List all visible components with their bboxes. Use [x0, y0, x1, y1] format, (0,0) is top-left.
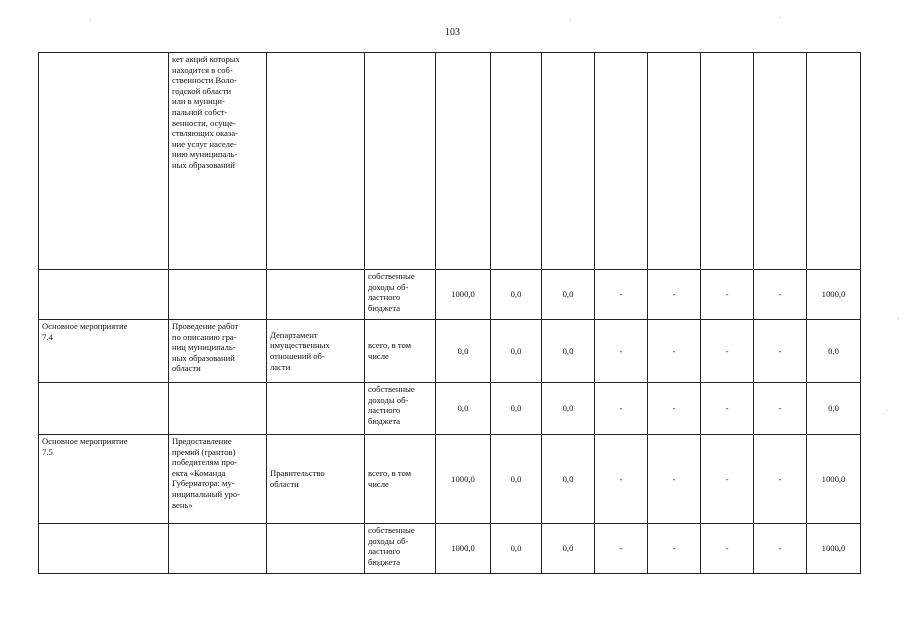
executor-cell [267, 524, 365, 574]
value-cell: - [754, 320, 807, 383]
executor-cell: Департамент имущественных отношений об- ласти [267, 320, 365, 383]
value-cell: 0,0 [436, 383, 491, 435]
executor-cell [267, 270, 365, 320]
value-cell: 1000,0 [436, 270, 491, 320]
value-cell: - [754, 383, 807, 435]
value-cell: 0,0 [542, 270, 595, 320]
value-cell: - [595, 383, 648, 435]
value-cell: - [595, 524, 648, 574]
value-cell: 0,0 [491, 524, 542, 574]
value-cell: 0,0 [491, 270, 542, 320]
scan-speck [898, 318, 899, 319]
value-cell: 0,0 [491, 383, 542, 435]
value-cell: - [595, 270, 648, 320]
value-cell: 0,0 [491, 320, 542, 383]
value-cell: 0,0 [491, 435, 542, 524]
value-cell: - [701, 524, 754, 574]
table-row [39, 383, 861, 435]
value-cell [648, 53, 701, 270]
table-row [39, 320, 861, 383]
value-cell: - [701, 270, 754, 320]
measure-cell [39, 383, 169, 435]
value-cell: 1000,0 [436, 524, 491, 574]
page-number: 103 [445, 27, 460, 38]
value-cell: 0,0 [542, 435, 595, 524]
name-cell [169, 524, 267, 574]
value-cell: - [754, 435, 807, 524]
budget-table [38, 52, 861, 574]
value-cell [701, 53, 754, 270]
table-row [39, 53, 861, 270]
value-cell: - [754, 270, 807, 320]
value-cell [595, 53, 648, 270]
value-cell: 0,0 [542, 524, 595, 574]
value-cell [436, 53, 491, 270]
measure-cell [39, 53, 169, 270]
scan-speck [886, 410, 887, 411]
value-cell [491, 53, 542, 270]
source-cell: собственные доходы об- ластного бюджета [365, 524, 436, 574]
table-row [39, 524, 861, 574]
value-cell: - [701, 320, 754, 383]
scan-speck [90, 20, 91, 21]
source-cell: всего, в том числе [365, 435, 436, 524]
name-cell: Проведение работ по описанию гра- ниц муниципаль- ных образований области [169, 320, 267, 383]
name-cell: кет акций которых находится в соб- ственности Воло- годской области или в муници- пальной собст- венности, осуще- ствляющих оказа- ние услуг населе- нию муниципаль- ных образований [169, 53, 267, 270]
value-cell: 0,0 [436, 320, 491, 383]
value-cell [754, 53, 807, 270]
name-cell: Предоставление премий (грантов) победителям про- екта «Команда Губернатора: му- ниципальный уро- вень» [169, 435, 267, 524]
value-cell: - [648, 524, 701, 574]
value-cell [807, 53, 861, 270]
value-cell: 1000,0 [807, 435, 861, 524]
source-cell: всего, в том числе [365, 320, 436, 383]
value-cell: - [648, 320, 701, 383]
value-cell: 0,0 [807, 320, 861, 383]
measure-cell [39, 270, 169, 320]
value-cell: - [701, 435, 754, 524]
value-cell: 1000,0 [807, 524, 861, 574]
value-cell: 0,0 [807, 383, 861, 435]
name-cell [169, 270, 267, 320]
value-cell [542, 53, 595, 270]
value-cell: - [595, 320, 648, 383]
value-cell: 0,0 [542, 320, 595, 383]
measure-cell: Основное мероприятие 7.4 [39, 320, 169, 383]
source-cell: собственные доходы об- ластного бюджета [365, 383, 436, 435]
table-row [39, 435, 861, 524]
source-cell [365, 53, 436, 270]
value-cell: - [648, 270, 701, 320]
measure-cell [39, 524, 169, 574]
value-cell: - [648, 435, 701, 524]
value-cell: 1000,0 [436, 435, 491, 524]
value-cell: - [595, 435, 648, 524]
scan-speck [570, 20, 571, 21]
value-cell: - [754, 524, 807, 574]
scan-speck [780, 17, 781, 18]
measure-cell: Основное мероприятие 7.5 [39, 435, 169, 524]
value-cell: - [701, 383, 754, 435]
value-cell: 1000,0 [807, 270, 861, 320]
value-cell: - [648, 383, 701, 435]
value-cell: 0,0 [542, 383, 595, 435]
executor-cell: Правительство области [267, 435, 365, 524]
name-cell [169, 383, 267, 435]
executor-cell [267, 383, 365, 435]
executor-cell [267, 53, 365, 270]
table-row [39, 270, 861, 320]
source-cell: собственные доходы об- ластного бюджета [365, 270, 436, 320]
